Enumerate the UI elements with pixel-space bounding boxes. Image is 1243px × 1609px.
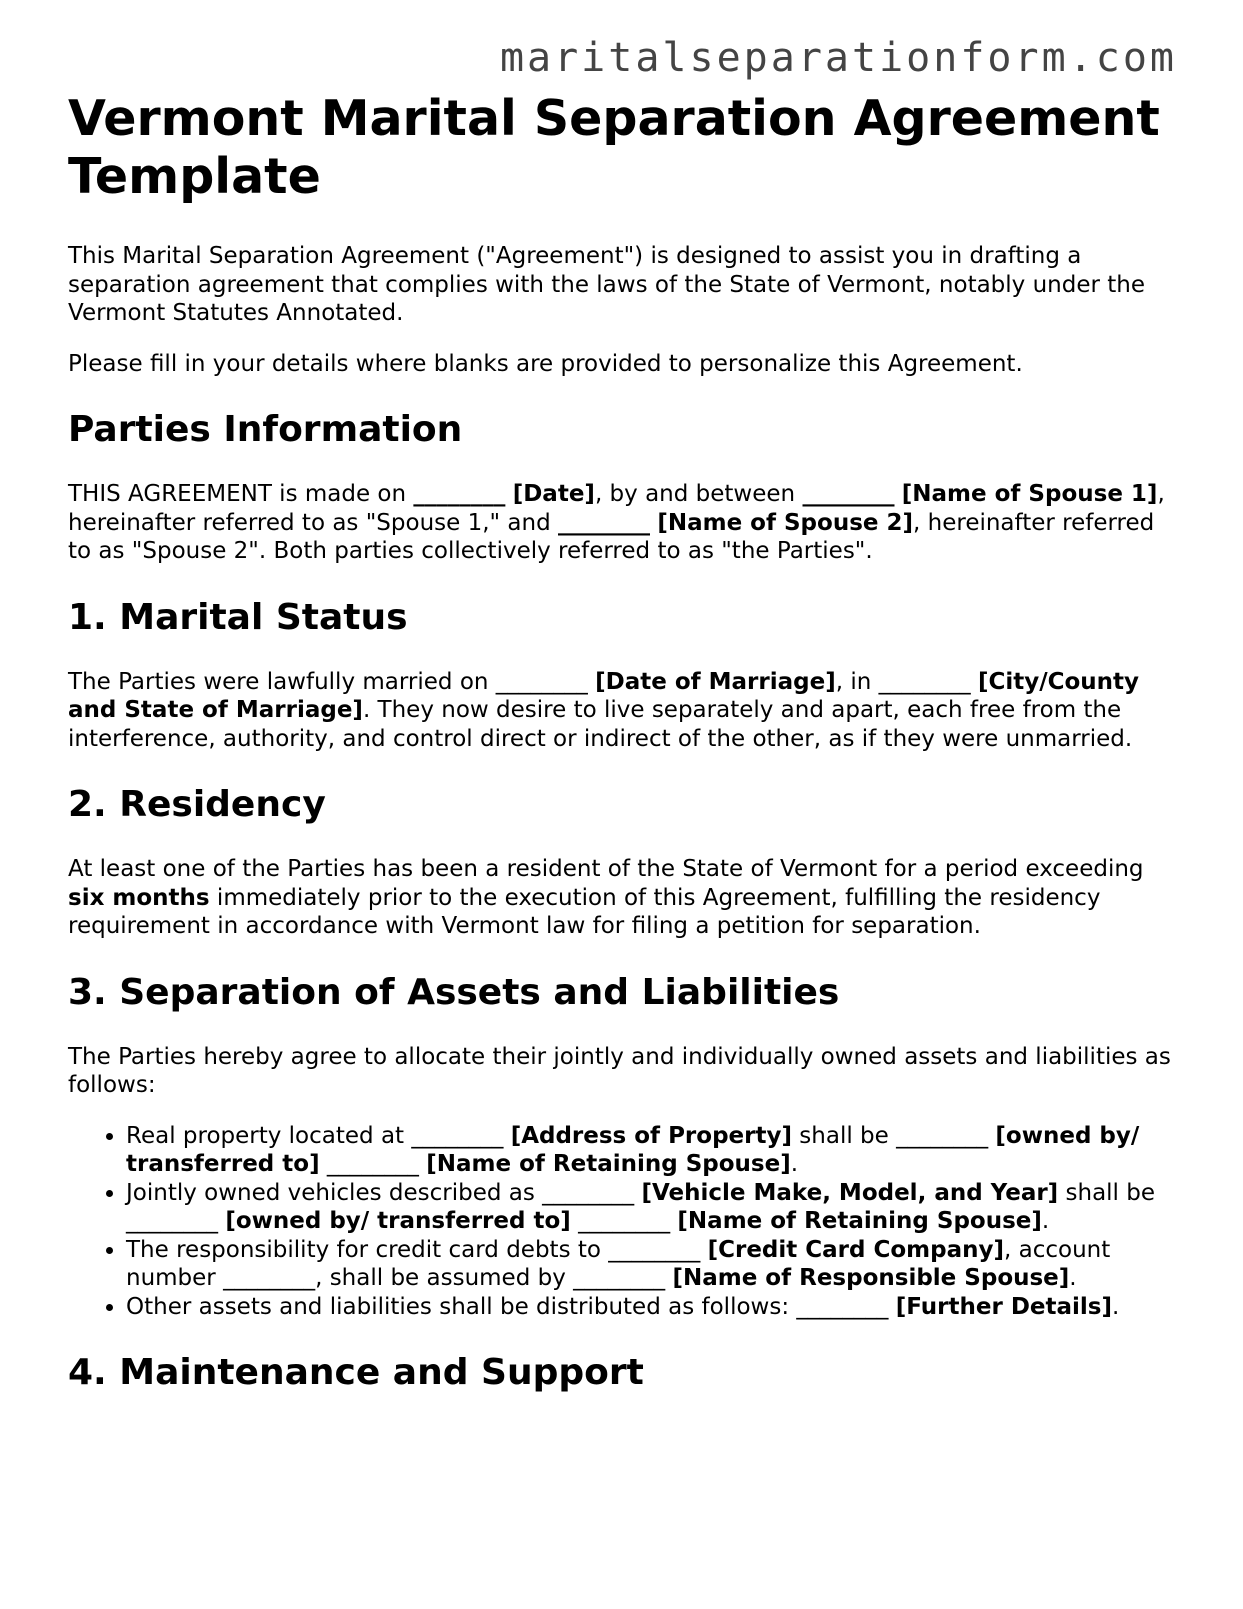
- emphasis-six-months: six months: [68, 884, 210, 911]
- blank-field: ________: [608, 1236, 701, 1263]
- blank-field: ________: [878, 668, 971, 695]
- blank-field: ________: [542, 1179, 635, 1206]
- blank-field: ________: [558, 509, 651, 536]
- list-item: • Real property located at ________ [Address of Property] shall be ________ [owned by/ transferred to] ________ [Name of Retaining Spouse].: [126, 1122, 1178, 1179]
- marital-status-paragraph: The Parties were lawfully married on ________ [Date of Marriage], in ________ [City/County and State of Marriage]. They now desire to live separately and apart, each free from the interference, authority, and control direct or indirect of the other, as if they were unmarried.: [68, 668, 1140, 752]
- section-heading-marital-status: 1. Marital Status: [68, 596, 408, 638]
- placeholder-place-of-marriage: [City/County and State of Marriage]: [68, 668, 1140, 723]
- placeholder-date-of-marriage: [Date of Marriage]: [595, 668, 836, 695]
- blank-field: ________: [223, 1265, 316, 1291]
- watermark: maritalseparationform.com: [499, 35, 1177, 81]
- residency-paragraph: At least one of the Parties has been a resident of the State of Vermont for a period exceeding six months immediately prior to the execution of this Agreement, fulfilling the residency requirement in accordance with Vermont law for filing a petition for separation.: [68, 856, 1144, 939]
- blank-field: ________: [495, 668, 588, 695]
- blank-field: ________: [802, 481, 895, 507]
- section-heading-parties: Parties Information: [68, 409, 463, 450]
- placeholder-date: [Date]: [512, 481, 595, 507]
- section-heading-maintenance: 4. Maintenance and Support: [68, 1352, 644, 1393]
- placeholder-spouse-2: [Name of Spouse 2]: [657, 509, 914, 536]
- list-item: • Other assets and liabilities shall be distributed as follows: ________ [Further Details].: [126, 1293, 1178, 1322]
- page-title: Vermont Marital Separation Agreement Template: [68, 90, 1160, 205]
- parties-paragraph: THIS AGREEMENT is made on ________ [Date], by and between ________ [Name of Spouse 1], hereinafter referred to as "Spouse 1," and ________ [Name of Spouse 2], hereinafter referred to as "Spouse 2". Both parties collectively referred to as "the Parties".: [68, 481, 1165, 564]
- list-item: • The responsibility for credit card debts to ________ [Credit Card Company], account number ________, shall be assumed by ________ [Name of Responsible Spouse].: [126, 1236, 1178, 1293]
- blank-field: ________: [573, 1265, 666, 1291]
- section-heading-residency: 2. Residency: [68, 784, 326, 825]
- placeholder-spouse-1: [Name of Spouse 1]: [901, 481, 1158, 507]
- document-body: [68, 90, 1178, 1423]
- blank-field: ________: [326, 1151, 419, 1177]
- intro-paragraph: This Marital Separation Agreement ("Agreement") is designed to assist you in drafting a separation agreement that complies with the laws of the State of Vermont, notably under the Vermont Statutes Annotated.: [68, 243, 1146, 326]
- section-heading-assets: 3. Separation of Assets and Liabilities: [68, 971, 840, 1013]
- blank-field: ________: [896, 1122, 989, 1149]
- blank-field: ________: [796, 1293, 889, 1320]
- blank-field: ________: [126, 1208, 218, 1234]
- blank-field: ________: [578, 1208, 671, 1234]
- list-item: • Jointly owned vehicles described as ________ [Vehicle Make, Model, and Year] shall be ________ [owned by/ transferred to] ________ [Name of Retaining Spouse].: [126, 1179, 1178, 1236]
- blank-field: ________: [411, 1122, 504, 1149]
- instructions-paragraph: Please fill in your details where blanks are provided to personalize this Agreement.: [68, 350, 1023, 377]
- blank-field: ________: [413, 481, 506, 507]
- assets-list: [68, 1122, 1178, 1322]
- assets-intro-paragraph: The Parties hereby agree to allocate their jointly and individually owned assets and liabilities as follows:: [68, 1043, 1171, 1098]
